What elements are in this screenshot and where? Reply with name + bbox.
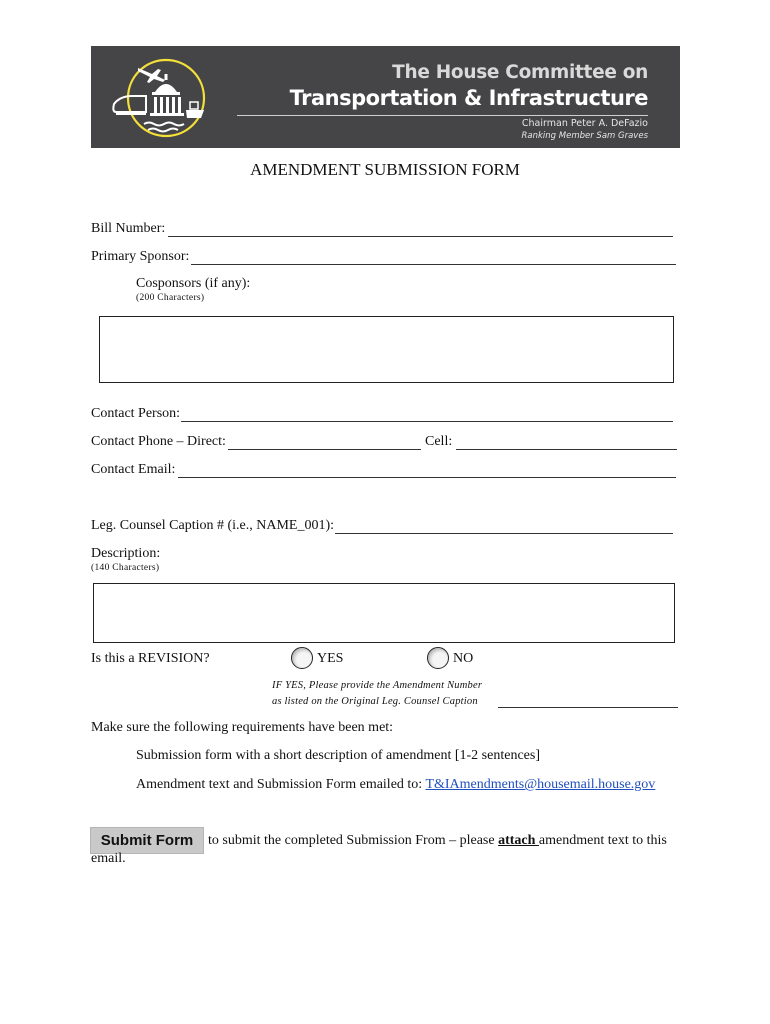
committee-logo [100,52,220,144]
description-textarea[interactable] [93,583,675,643]
primary-sponsor-field[interactable] [191,264,676,265]
bill-number-label: Bill Number: [91,221,166,236]
chairman-name: Chairman Peter A. DeFazio [521,118,648,129]
requirements-intro: Make sure the following requirements have been met: [91,720,394,735]
requirement-1: Submission form with a short description of amendment [1-2 sentences] [136,748,540,763]
submit-text-post: amendment text to this [538,833,667,848]
revision-question: Is this a REVISION? [91,651,210,666]
cosponsors-char-limit: (200 Characters) [136,293,205,303]
primary-sponsor-label: Primary Sponsor: [91,249,190,264]
cell-label: Cell: [425,434,453,449]
description-char-limit: (140 Characters) [91,563,160,573]
contact-person-field[interactable] [181,421,673,422]
revision-no-label: NO [453,651,474,666]
ranking-member-name: Ranking Member Sam Graves [521,131,648,141]
contact-email-field[interactable] [178,477,676,478]
bill-number-field[interactable] [168,236,673,237]
requirement-2-text: Amendment text and Submission Form emailed to: [136,777,426,792]
requirement-2 [136,777,655,793]
revision-yes-label: YES [317,651,344,666]
submit-text-attach: attach [498,833,539,848]
if-yes-note-line1: IF YES, Please provide the Amendment Number [272,680,483,691]
submit-form-button[interactable]: Submit Form [90,827,204,854]
submit-instructions-line2: email. [91,851,126,866]
submit-text-pre: to submit the completed Submission From – please [208,833,499,848]
contact-email-label: Contact Email: [91,462,176,477]
leg-counsel-caption-field[interactable] [335,533,673,534]
org-name-line1: The House Committee on [392,62,648,83]
amendments-email-link[interactable]: T&IAmendments@housemail.house.gov [425,777,656,792]
cell-field[interactable] [456,449,677,450]
cosponsors-textarea[interactable] [99,316,674,383]
contact-phone-label: Contact Phone – Direct: [91,434,226,449]
amendment-number-field[interactable] [498,707,678,708]
contact-person-label: Contact Person: [91,406,181,421]
form-title: AMENDMENT SUBMISSION FORM [250,160,520,179]
submit-instructions [208,833,667,849]
revision-yes-radio[interactable] [291,647,313,669]
description-label: Description: [91,546,161,561]
revision-no-radio[interactable] [427,647,449,669]
banner-divider [237,115,648,116]
contact-phone-field[interactable] [228,449,421,450]
cosponsors-label: Cosponsors (if any): [136,276,251,291]
if-yes-note-line2: as listed on the Original Leg. Counsel Caption [272,696,478,707]
org-name-line2: Transportation & Infrastructure [289,86,648,110]
leg-counsel-caption-label: Leg. Counsel Caption # (i.e., NAME_001): [91,518,335,533]
